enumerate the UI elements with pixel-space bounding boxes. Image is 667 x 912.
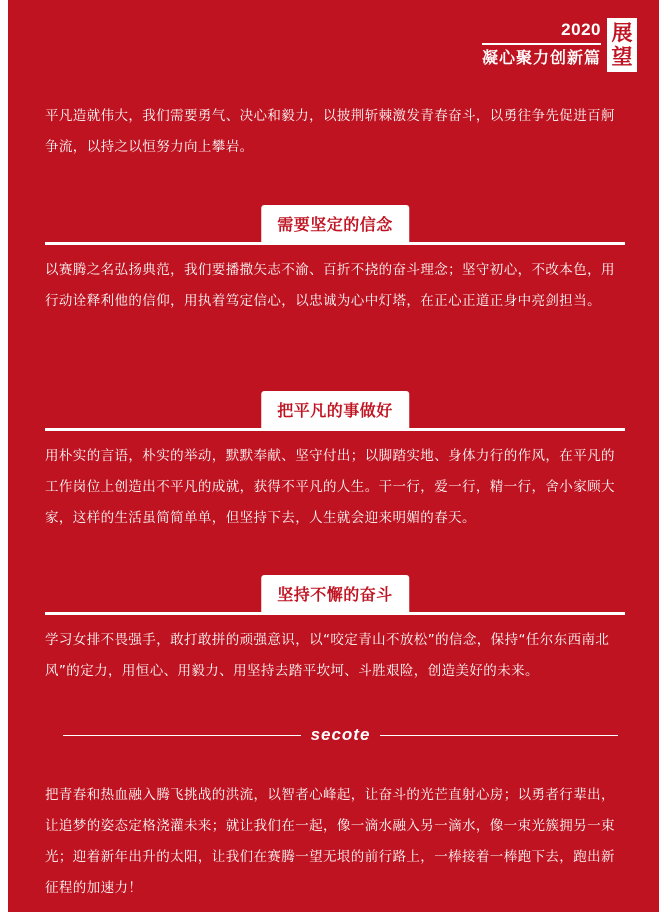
header-block: [482, 18, 637, 72]
intro-paragraph: 平凡造就伟大，我们需要勇气、决心和毅力，以披荆斩棘激发青春奋斗，以勇往争先促进百舸争流，以持之以恒努力向上攀岩。: [45, 108, 615, 155]
header-year: 2020: [561, 20, 601, 39]
section-paragraph-ordinary: 用朴实的言语，朴实的举动，默默奉献、坚守付出；以脚踏实地、身体力行的作风，在平凡的工作岗位上创造出不平凡的成就，获得不平凡的人生。干一行，爱一行，精一行，舍小家顾大家，这样的生活虽简简单单，但坚持下去，人生就会迎来明媚的春天。: [45, 448, 615, 526]
section-heading-ordinary: [45, 391, 625, 431]
header-subtitle: 凝心聚力创新篇: [482, 43, 601, 68]
section-paragraph-belief: 以赛腾之名弘扬典范，我们要播撒矢志不渝、百折不挠的奋斗理念；坚守初心，不改本色，用行动诠释利他的信仰，用执着笃定信心，以忠诚为心中灯塔，在正心正道正身中亮剑担当。: [45, 262, 615, 309]
header-box-char-2: 望: [611, 45, 633, 69]
brand-divider: [63, 723, 618, 747]
section-heading-text: 把平凡的事做好: [261, 391, 409, 431]
section-heading-struggle: [45, 575, 625, 615]
section-paragraph-struggle: 学习女排不畏强手，敢打敢拼的顽强意识，以“咬定青山不放松”的信念，保持“任尔东西南北风”的定力，用恒心、用毅力、用坚持去踏平坎坷、斗胜艰险，创造美好的未来。: [45, 632, 610, 679]
brand-logo-text: secote: [310, 725, 371, 744]
closing-paragraph: 把青春和热血融入腾飞挑战的洪流，以智者心峰起，让奋斗的光芒直射心房；以勇者行辈出，让追梦的姿态定格浇灌未来；就让我们在一起，像一滴水融入另一滴水，像一束光簇拥另一束光；迎着新年出升的太阳，让我们在赛腾一望无垠的前行路上，一棒接着一棒跑下去，跑出新征程的加速力！: [45, 787, 615, 896]
divider-line-left: [63, 735, 301, 736]
section-heading-text: 坚持不懈的奋斗: [261, 575, 409, 615]
divider-line-right: [380, 735, 618, 736]
section-heading-belief: [45, 205, 625, 245]
header-text: [482, 18, 607, 72]
section-heading-text: 需要坚定的信念: [261, 205, 409, 245]
header-title-box: [607, 18, 637, 72]
header-box-char-1: 展: [611, 21, 633, 45]
